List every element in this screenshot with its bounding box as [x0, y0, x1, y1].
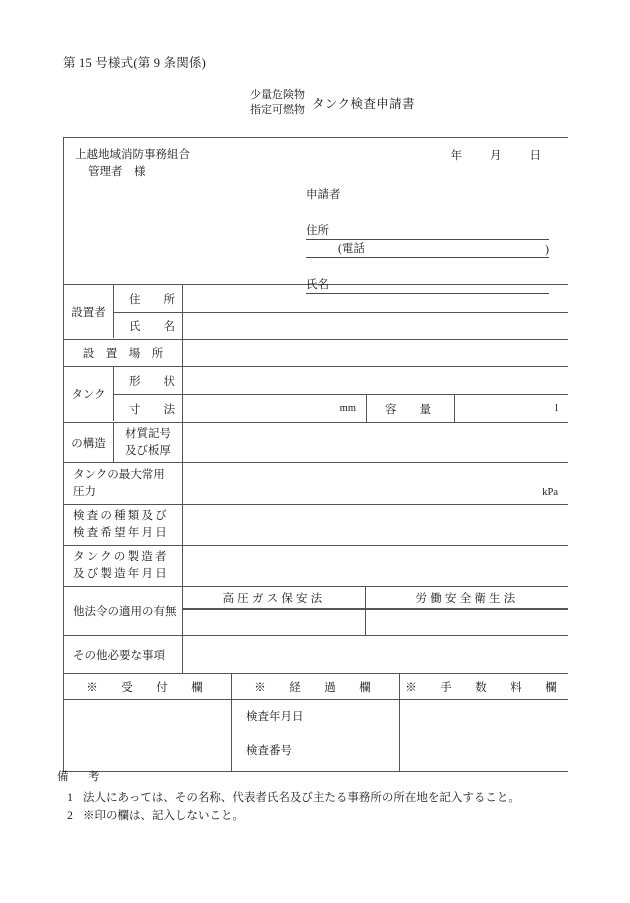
site-row [64, 340, 568, 367]
remarks-section [57, 768, 520, 826]
fee-input[interactable] [400, 700, 568, 771]
applicant-tel-close: ) [545, 244, 549, 256]
maker-input[interactable] [183, 546, 568, 586]
title-kind-line1: 少量危険物 [250, 89, 305, 101]
installer-name-label [114, 313, 183, 339]
pressure-label-line1: タンクの最大常用 [73, 468, 165, 481]
header-block [64, 138, 568, 291]
applicant-label: 申請者 [306, 189, 341, 201]
tank-structure-row-b [64, 423, 568, 463]
installer-address-label [114, 285, 183, 312]
remarks-item [57, 789, 520, 808]
installer-address-label-text: 住 所 [129, 293, 175, 306]
tank-capacity-input[interactable] [455, 395, 568, 422]
otherlaw-col1-input[interactable] [183, 610, 366, 635]
remarks-item-number: 1 [67, 791, 73, 804]
applicant-address-row [306, 222, 549, 240]
document-title [250, 88, 415, 117]
other-label: その他必要な事項 [64, 636, 183, 673]
progress-item-inspection-number: 検査番号 [246, 744, 292, 757]
other-input[interactable] [183, 636, 568, 673]
reception-header-text: ※ 受 付 欄 [86, 681, 209, 694]
tank-material-label [114, 423, 183, 462]
progress-header-text: ※ 経 過 欄 [254, 681, 377, 694]
tank-material-label-line2: 及び板厚 [125, 444, 171, 457]
tank-shape-label-text: 形 状 [129, 375, 175, 388]
applicant-tel-row [306, 240, 549, 258]
installer-group-label: 設置者 [64, 285, 114, 338]
inspection-input[interactable] [183, 505, 568, 545]
installer-address-input[interactable] [183, 285, 568, 312]
maker-label-line2: 及び製造年月日 [73, 568, 169, 580]
tank-shape-row [114, 367, 568, 395]
pressure-label [64, 463, 183, 504]
otherlaw-value-row [183, 610, 568, 635]
tank-material-label-line1: 材質記号 [125, 427, 171, 440]
otherlaw-col2-input[interactable] [366, 610, 568, 635]
fee-header-text: ※ 手 数 料 欄 [405, 681, 563, 694]
applicant-address-input[interactable] [333, 225, 549, 238]
addressee [75, 147, 190, 182]
remarks-item [57, 807, 520, 826]
otherlaw-header-row [183, 587, 568, 610]
otherlaw-col1-header [183, 587, 366, 609]
application-table [63, 137, 568, 772]
inspection-label [64, 505, 183, 545]
applicant-name-label: 氏名 [306, 279, 329, 291]
progress-input[interactable] [232, 700, 400, 771]
tank-shape-input[interactable] [183, 367, 568, 394]
otherlaw-col2-header-text: 労働安全衛生法 [415, 592, 519, 605]
site-input[interactable] [183, 340, 568, 366]
remarks-item-number: 2 [67, 810, 73, 823]
installer-name-label-text: 氏 名 [129, 321, 175, 333]
pressure-row [64, 463, 568, 505]
header-row [64, 138, 568, 291]
inspection-row [64, 505, 568, 546]
date-day-label: 日 [529, 150, 541, 162]
tank-structure-row-a [64, 367, 568, 423]
reception-header [64, 674, 232, 699]
tank-subrows-a [114, 367, 568, 422]
tank-dimension-unit: mm [339, 403, 356, 414]
tank-dimension-input[interactable] [183, 395, 367, 422]
tank-dimension-label [114, 395, 183, 422]
date-line [451, 147, 542, 163]
otherlaw-columns [183, 587, 568, 635]
tank-dimension-label-text: 寸 法 [129, 403, 175, 416]
tank-shape-label [114, 367, 183, 394]
tank-group-label-2: の構造 [64, 423, 114, 462]
installer-subrows [114, 285, 568, 339]
pressure-unit: kPa [542, 487, 558, 498]
maker-row [64, 546, 568, 587]
applicant-address-label: 住所 [306, 225, 329, 237]
tank-dimension-row [114, 395, 568, 422]
installer-name-row [114, 313, 568, 339]
addressee-line1: 上越地域消防事務組合 [75, 149, 190, 161]
remarks-list [57, 789, 520, 826]
date-year-label: 年 [450, 150, 462, 162]
remarks-item-text: ※印の欄は、記入しないこと。 [83, 810, 244, 823]
maker-label-line1: タンクの製造者 [73, 551, 169, 564]
title-kind-line2: 指定可燃物 [250, 103, 305, 116]
maker-label [64, 546, 183, 586]
title-main: タンク検査申請書 [312, 96, 415, 111]
pressure-label-line2: 圧力 [73, 485, 96, 498]
tank-group-label-1: タンク [64, 367, 114, 421]
remarks-item-text: 法人にあっては、その名称、代表者氏名及び主たる事務所の所在地を記入すること。 [83, 791, 520, 804]
progress-item-inspection-date: 検査年月日 [246, 711, 304, 723]
progress-header [232, 674, 400, 699]
reception-input[interactable] [64, 700, 232, 771]
installer-address-row [114, 285, 568, 313]
addressee-line2: 管理者 様 [88, 166, 146, 179]
office-body-row [64, 700, 568, 772]
tank-capacity-label-text: 容 量 [385, 403, 431, 416]
pressure-input[interactable] [183, 463, 568, 504]
site-label: 設 置 場 所 [64, 340, 183, 366]
tank-capacity-unit: l [555, 403, 558, 414]
applicant-tel-open: (電話 [338, 243, 365, 255]
installer-row [64, 285, 568, 340]
office-header-row [64, 674, 568, 700]
otherlaw-col2-header [366, 587, 568, 609]
document-title-kind [250, 88, 305, 117]
inspection-label-line2: 検査希望年月日 [73, 527, 169, 539]
tank-capacity-label [367, 395, 455, 422]
applicant-block [306, 186, 556, 294]
form-number: 第 15 号様式(第 9 条関係) [63, 56, 206, 70]
date-month-label: 月 [490, 150, 502, 162]
otherlaw-label: 他法令の適用の有無 [64, 587, 183, 635]
otherlaw-col1-header-text: 高圧ガス保安法 [222, 592, 326, 605]
inspection-label-line1: 検査の種類及び [73, 510, 169, 523]
other-row [64, 636, 568, 674]
remarks-title: 備 考 [57, 771, 104, 783]
fee-header [400, 674, 568, 699]
otherlaw-row [64, 587, 568, 636]
tank-material-input[interactable] [183, 423, 568, 462]
installer-name-input[interactable] [183, 313, 568, 339]
